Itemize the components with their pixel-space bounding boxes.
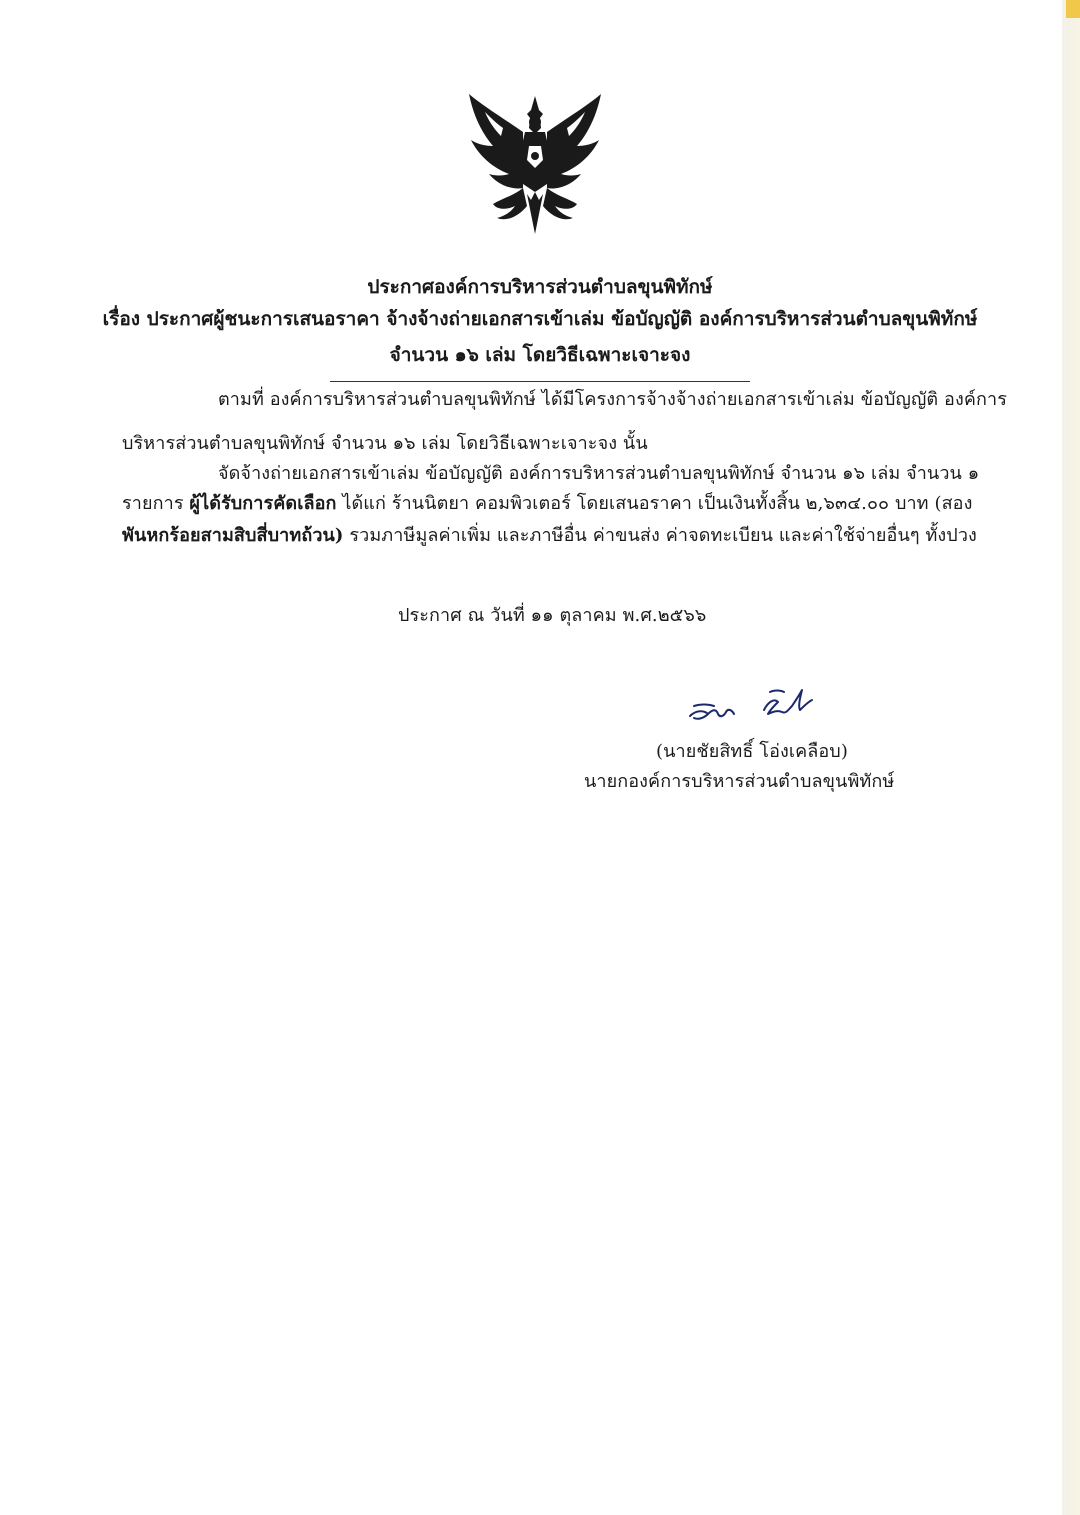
- garuda-emblem-icon: [463, 88, 608, 238]
- binder-tab: [1066, 0, 1080, 18]
- signatory-position: นายกองค์การบริหารส่วนตำบลขุนพิทักษ์: [584, 771, 895, 792]
- paragraph2-line2: [122, 488, 972, 517]
- paragraph2-line3: [122, 520, 977, 549]
- paragraph2-line2-prefix: รายการ: [122, 493, 190, 514]
- paragraph2-line2-rest: ได้แก่ ร้านนิตยา คอมพิวเตอร์ โดยเสนอราคา เป็นเงินทั้งสิ้น ๒,๖๓๔.๐๐ บาท (สอง: [336, 493, 973, 514]
- announcement-heading: ประกาศองค์การบริหารส่วนตำบลขุนพิทักษ์: [367, 276, 713, 298]
- heading-divider: [330, 381, 750, 382]
- selected-vendor-label: ผู้ได้รับการคัดเลือก: [189, 493, 337, 514]
- paragraph2-line3-rest: รวมภาษีมูลค่าเพิ่ม และภาษีอื่น ค่าขนส่ง ค่าจดทะเบียน และค่าใช้จ่ายอื่นๆ ทั้งปวง: [343, 525, 977, 546]
- paragraph1-line1: ตามที่ องค์การบริหารส่วนตำบลขุนพิทักษ์ ได้มีโครงการจ้างจ้างถ่ายเอกสารเข้าเล่ม ข้อบัญญัติ องค์การ: [218, 389, 1007, 410]
- announcement-date: ประกาศ ณ วันที่ ๑๑ ตุลาคม พ.ศ.๒๕๖๖: [398, 605, 707, 626]
- paragraph2-line1: จัดจ้างถ่ายเอกสารเข้าเล่ม ข้อบัญญัติ องค์การบริหารส่วนตำบลขุนพิทักษ์ จำนวน ๑๖ เล่ม จำนวน ๑: [218, 463, 980, 484]
- signatory-name: (นายชัยสิทธิ์ โอ่งเคลือบ): [656, 741, 848, 762]
- announcement-subject: เรื่อง ประกาศผู้ชนะการเสนอราคา จ้างจ้างถ่ายเอกสารเข้าเล่ม ข้อบัญญัติ องค์การบริหารส่วนตำบลขุนพิทักษ์: [102, 308, 978, 330]
- amount-in-words: พันหกร้อยสามสิบสี่บาทถ้วน): [122, 525, 344, 546]
- page-edge: [1062, 0, 1080, 1515]
- paragraph1-line2: บริหารส่วนตำบลขุนพิทักษ์ จำนวน ๑๖ เล่ม โดยวิธีเฉพาะเจาะจง นั้น: [122, 433, 648, 454]
- handwritten-signature: [682, 680, 822, 730]
- announcement-subject-cont: จำนวน ๑๖ เล่ม โดยวิธีเฉพาะเจาะจง: [389, 344, 691, 366]
